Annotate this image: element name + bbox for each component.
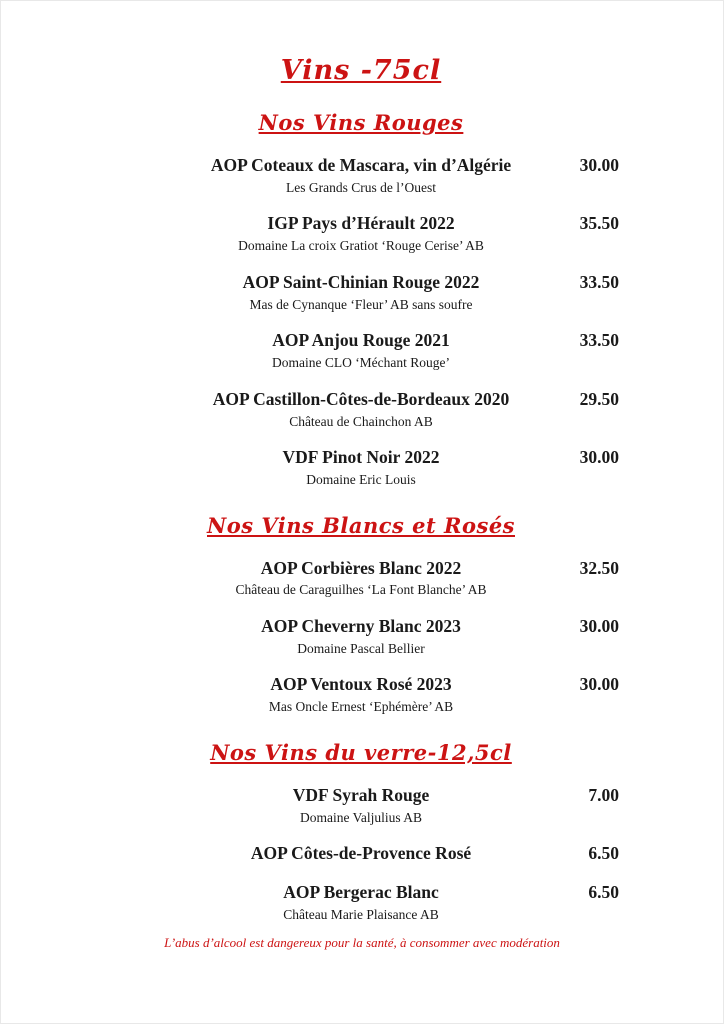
menu-item (103, 213, 619, 254)
wine-detail: Domaine Valjulius AB (299, 809, 422, 825)
legal-notice: L’abus d’alcool est dangereux pour la santé, à consommer avec modération (164, 935, 560, 950)
wine-name: AOP Côtes-de-Provence Rosé (250, 843, 472, 864)
menu-item (103, 389, 619, 430)
section-heading: Nos Vins Blancs et Rosés (207, 512, 515, 538)
wine-price: 35.50 (579, 213, 619, 234)
wine-price: 29.50 (579, 388, 619, 409)
wine-detail: Château de Caraguilhes ‘La Font Blanche’ AB (235, 582, 487, 598)
wine-name: AOP Ventoux Rosé 2023 (270, 674, 452, 695)
menu-item (103, 843, 619, 865)
wine-price: 30.00 (579, 447, 619, 468)
menu-sections (103, 110, 619, 924)
menu-item (103, 616, 619, 657)
section-heading: Nos Vins du verre-12,5cl (210, 739, 512, 765)
menu-item (103, 674, 619, 715)
wine-price: 30.00 (579, 155, 619, 175)
menu-item (103, 447, 619, 488)
wine-price: 30.00 (579, 674, 619, 695)
wine-name: AOP Anjou Rouge 2021 (272, 330, 450, 351)
menu-item (103, 785, 619, 826)
page-title: Vins -75cl (280, 55, 442, 86)
wine-name: VDF Pinot Noir 2022 (282, 447, 440, 468)
wine-price: 6.50 (588, 843, 619, 864)
wine-price: 6.50 (588, 882, 619, 903)
wine-name: AOP Bergerac Blanc (283, 882, 439, 903)
wine-detail: Domaine Pascal Bellier (297, 640, 425, 656)
wine-detail: Les Grands Crus de l’Ouest (286, 179, 436, 195)
menu-item (103, 155, 619, 196)
wine-name: AOP Castillon-Côtes-de-Bordeaux 2020 (212, 388, 510, 409)
wine-price: 33.50 (579, 271, 619, 292)
wine-detail: Château Marie Plaisance AB (283, 906, 439, 922)
wine-detail: Mas de Cynanque ‘Fleur’ AB sans soufre (249, 296, 473, 312)
wine-detail: Mas Oncle Ernest ‘Ephémère’ AB (268, 699, 454, 715)
wine-detail: Château de Chainchon AB (289, 413, 433, 429)
wine-price: 7.00 (588, 784, 619, 805)
wine-detail: Domaine La croix Gratiot ‘Rouge Cerise’ AB (238, 238, 484, 254)
menu-item (103, 558, 619, 599)
wine-detail: Domaine Eric Louis (306, 471, 416, 487)
menu-item (103, 882, 619, 923)
wine-price: 30.00 (579, 615, 619, 636)
wine-detail: Domaine CLO ‘Méchant Rouge’ (271, 355, 451, 371)
wine-name: AOP Cheverny Blanc 2023 (261, 615, 461, 636)
wine-price: 32.50 (579, 557, 619, 578)
wine-name: VDF Syrah Rouge (292, 784, 430, 805)
wine-name: IGP Pays d’Hérault 2022 (267, 213, 455, 234)
menu-item (103, 272, 619, 313)
wine-price: 33.50 (579, 330, 619, 351)
section-heading: Nos Vins Rouges (258, 110, 464, 135)
wine-name: AOP Corbières Blanc 2022 (260, 557, 462, 578)
menu-content (103, 55, 619, 924)
menu-item (103, 330, 619, 371)
wine-name: AOP Coteaux de Mascara, vin d’Algérie (210, 155, 512, 175)
wine-name: AOP Saint-Chinian Rouge 2022 (242, 271, 480, 292)
